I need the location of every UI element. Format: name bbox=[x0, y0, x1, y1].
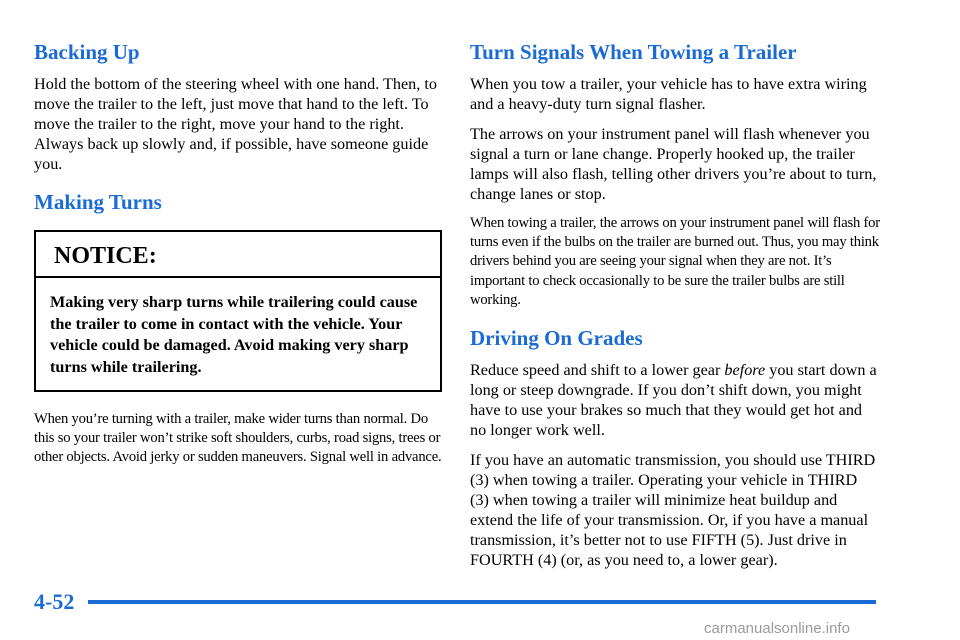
turn-signals-heading: Turn Signals When Towing a Trailer bbox=[470, 40, 797, 64]
grades-paragraph-1-start: Reduce speed and shift to a lower gear bbox=[470, 361, 725, 380]
watermark: carmanualsonline.info bbox=[704, 620, 850, 637]
backing-up-text: Hold the bottom of the steering wheel with one hand. Then, to move the trailer to the left, just move that hand to the left. To move the trailer to the right, move your hand to the right. Always back up slowly and, if possible, have someone guide you. bbox=[34, 75, 437, 173]
turn-signals-paragraph-2: The arrows on your instrument panel will flash whenever you signal a turn or lane change. Properly hooked up, the trailer lamps will also flash, telling other drivers you’re about to turn, change lanes or stop. bbox=[470, 125, 877, 203]
right-column bbox=[470, 38, 880, 570]
page-number: 4-52 bbox=[34, 589, 75, 614]
grades-paragraph-1-emphasis: before bbox=[724, 361, 766, 380]
notice-box bbox=[34, 230, 442, 392]
grades-paragraph-1-end: you start down a long or steep downgrade. If you don’t shift down, you might have to use your brakes so much that they would get hot and no longer work well. bbox=[470, 361, 877, 440]
turn-signals-paragraph-3: When towing a trailer, the arrows on your instrument panel will flash for turns even if the bulbs on the trailer are burned out. Thus, you may think drivers behind you are seeing your signal when they are not. It’s important to check occasionally to be sure the trailer bulbs are still working. bbox=[470, 215, 880, 308]
backing-up-heading: Backing Up bbox=[34, 40, 140, 64]
notice-title: NOTICE: bbox=[36, 232, 440, 278]
left-column bbox=[34, 38, 442, 468]
footer-rule bbox=[88, 600, 876, 604]
driving-on-grades-heading: Driving On Grades bbox=[470, 326, 643, 351]
making-turns-heading: Making Turns bbox=[34, 190, 162, 214]
making-turns-text: When you’re turning with a trailer, make wider turns than normal. Do this so your trailer won’t strike soft shoulders, curbs, road signs, trees or other objects. Avoid jerky or sudden maneuvers. Signal well in advance. bbox=[34, 411, 442, 466]
grades-paragraph-2: If you have an automatic transmission, you should use THIRD (3) when towing a trailer. Operating your vehicle in THIRD (3) when towing a trailer will minimize heat buildup and extend the life of your transmission. Or, if you have a manual transmission, it’s better not to use FIFTH (5). Just drive in FOURTH (4) (or, as you need to, a lower gear). bbox=[470, 451, 876, 570]
grades-paragraph-1 bbox=[470, 360, 880, 440]
notice-text: Making very sharp turns while trailering could cause the trailer to come in contact with the vehicle. Your vehicle could be damaged. Avoid making very sharp turns while trailering. bbox=[50, 293, 418, 376]
turn-signals-paragraph-1: When you tow a trailer, your vehicle has to have extra wiring and a heavy-duty turn signal flasher. bbox=[470, 75, 867, 113]
